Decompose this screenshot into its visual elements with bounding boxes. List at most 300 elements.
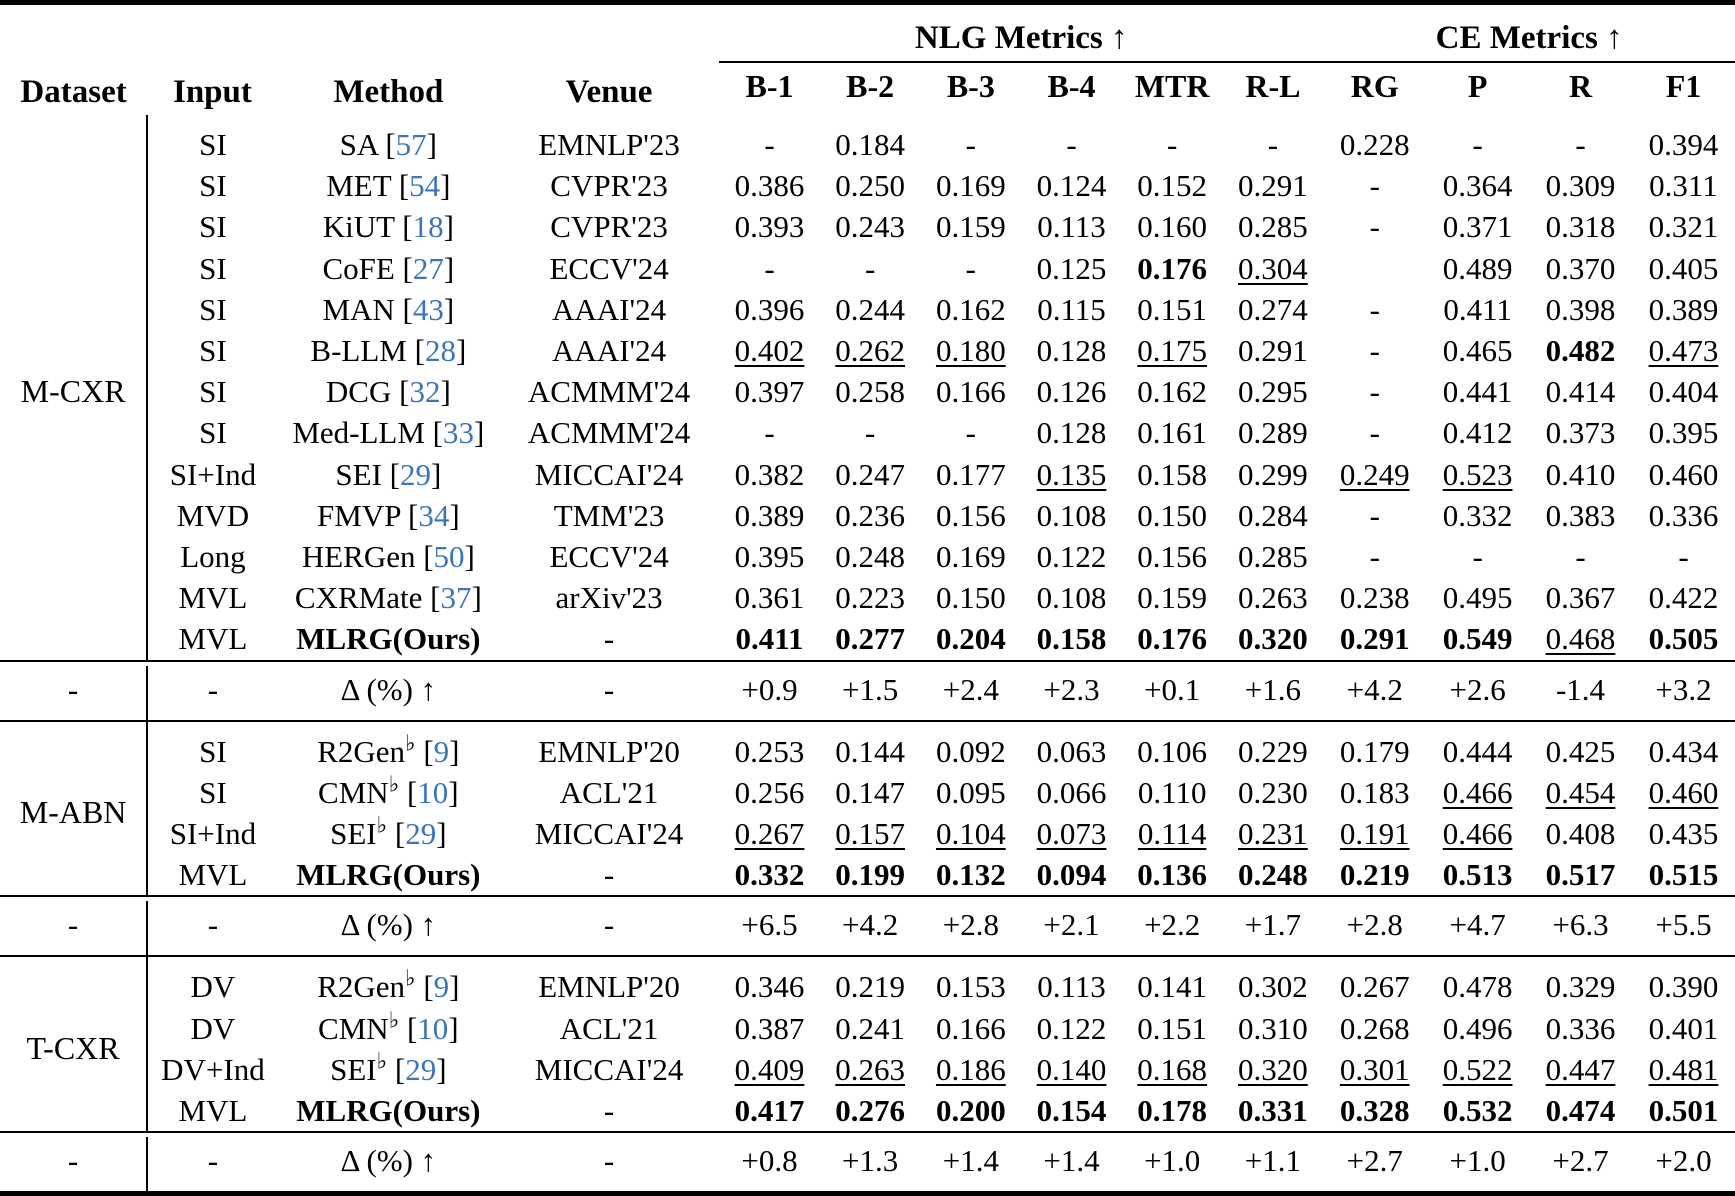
cell-metric: 0.371 — [1442, 209, 1513, 245]
table-row — [0, 165, 1735, 206]
cell-metric: 0.122 — [1036, 1010, 1107, 1046]
flat-symbol: ♭ — [405, 966, 416, 992]
cell-delta-value: +1.4 — [1043, 1143, 1100, 1179]
cell-metric: 0.425 — [1545, 733, 1616, 769]
cell-input: DV — [147, 966, 278, 1007]
cell-method: CMN♭ [10] — [318, 771, 459, 810]
cell-delta-value: +4.7 — [1449, 907, 1506, 943]
cell-delta-value: +6.3 — [1552, 907, 1609, 943]
cell-method: R2Gen♭ [9] — [317, 730, 460, 769]
cell-method: MAN [43] — [322, 291, 455, 327]
cell-metric: 0.159 — [1137, 580, 1208, 616]
cell-metric: 0.179 — [1339, 733, 1410, 769]
cell-metric: 0.382 — [734, 456, 805, 492]
citation-link[interactable]: 57 — [395, 127, 427, 162]
cell-metric: 0.277 — [835, 621, 906, 657]
cell-metric: 0.122 — [1036, 539, 1107, 575]
cell-input: Long — [147, 536, 278, 577]
citation-link[interactable]: 34 — [418, 497, 450, 533]
cell-metric: - — [1369, 374, 1380, 410]
cell-input: SI — [147, 206, 278, 247]
citation-link[interactable]: 32 — [409, 374, 441, 410]
cell-metric: 0.320 — [1238, 621, 1308, 657]
cell-delta-value: +6.5 — [741, 907, 798, 943]
cell-delta-value: +1.0 — [1449, 1143, 1506, 1179]
cell-metric: 0.166 — [935, 1010, 1006, 1046]
header-group-nlg: NLG Metrics ↑ — [719, 3, 1323, 63]
cell-method: MLRG(Ours) — [296, 857, 481, 893]
row-spacer — [0, 115, 1735, 124]
cell-input-dash: - — [147, 1137, 278, 1185]
cell-metric: 0.125 — [1036, 250, 1107, 286]
cell-method: CXRMate [37] — [294, 580, 482, 616]
cell-metric: 0.156 — [1137, 539, 1208, 575]
cell-metric: 0.238 — [1339, 580, 1410, 616]
cell-metric: 0.115 — [1037, 291, 1106, 327]
cell-metric: 0.412 — [1442, 415, 1513, 451]
cell-metric: 0.186 — [935, 1051, 1006, 1087]
cell-delta-value: +1.0 — [1144, 1143, 1201, 1179]
cell-metric: - — [865, 415, 876, 451]
cell-method: FMVP [34] — [317, 497, 460, 533]
cell-metric: 0.395 — [734, 539, 805, 575]
cell-metric: 0.095 — [935, 774, 1006, 810]
cell-metric: 0.236 — [835, 497, 906, 533]
cell-metric: 0.291 — [1339, 621, 1410, 657]
dataset-label: M-CXR — [20, 373, 126, 410]
cell-metric: 0.153 — [935, 969, 1006, 1005]
cell-metric: 0.161 — [1137, 415, 1208, 451]
cell-metric: 0.398 — [1545, 291, 1616, 327]
cell-venue: MICCAI'24 — [534, 1051, 684, 1087]
citation-link[interactable]: 9 — [433, 969, 450, 1005]
cell-metric: - — [1369, 209, 1380, 245]
cell-venue: ECCV'24 — [549, 250, 669, 286]
cell-method: Med-LLM [33] — [292, 415, 485, 451]
cell-venue: CVPR'23 — [550, 168, 668, 204]
cell-delta-value: +1.5 — [842, 671, 899, 707]
cell-metric: 0.309 — [1545, 168, 1616, 204]
cell-metric: 0.151 — [1137, 1010, 1208, 1046]
header-input: Input — [172, 74, 252, 110]
cell-input: SI+Ind — [147, 813, 278, 854]
cell-metric: 0.386 — [734, 168, 805, 204]
cell-input: SI — [147, 289, 278, 330]
table-row — [0, 772, 1735, 813]
cell-metric: 0.219 — [835, 969, 906, 1005]
cell-dataset-dash: - — [67, 671, 79, 707]
table-row — [0, 206, 1735, 247]
cell-metric: 0.295 — [1238, 374, 1308, 410]
dataset-label: T-CXR — [26, 1030, 120, 1067]
cell-metric: 0.066 — [1036, 774, 1107, 810]
cell-metric: 0.389 — [734, 497, 805, 533]
cell-metric: - — [965, 415, 976, 451]
cell-venue: - — [603, 1093, 615, 1129]
cell-metric: 0.311 — [1649, 168, 1718, 204]
citation-link[interactable]: 29 — [405, 816, 437, 852]
citation-link[interactable]: 54 — [409, 168, 441, 204]
cell-delta-value: +1.4 — [942, 1143, 999, 1179]
cell-venue: TMM'23 — [553, 497, 665, 533]
row-spacer — [0, 1185, 1735, 1194]
flat-symbol: ♭ — [376, 812, 388, 838]
cell-metric: 0.501 — [1648, 1093, 1719, 1129]
cell-delta-value: +0.9 — [741, 671, 798, 707]
header-metric-b2: B-2 — [846, 67, 895, 104]
cell-method: DCG [32] — [325, 374, 451, 410]
cell-metric: 0.466 — [1442, 774, 1513, 810]
cell-metric: 0.408 — [1545, 816, 1616, 852]
cell-metric: 0.336 — [1648, 497, 1719, 533]
header-dataset: Dataset — [20, 74, 127, 110]
cell-metric: 0.160 — [1137, 209, 1208, 245]
header-method: Method — [333, 74, 444, 110]
cell-metric: - — [1369, 497, 1380, 533]
cell-metric: - — [1678, 539, 1689, 575]
cell-input: DV+Ind — [147, 1049, 278, 1090]
cell-metric: - — [1267, 127, 1279, 162]
table-row — [0, 289, 1735, 330]
cell-metric: 0.183 — [1339, 774, 1410, 810]
cell-venue: AAAI'24 — [552, 333, 667, 369]
cell-metric: - — [865, 250, 876, 286]
cell-delta-value: +0.1 — [1144, 671, 1201, 707]
cell-venue: EMNLP'23 — [538, 127, 680, 162]
cell-venue: AAAI'24 — [552, 291, 667, 327]
cell-metric: 0.331 — [1238, 1093, 1308, 1129]
cell-input: SI — [147, 165, 278, 206]
cell-metric: - — [1575, 539, 1586, 575]
cell-metric: 0.263 — [835, 1051, 906, 1087]
cell-metric: - — [1369, 415, 1380, 451]
citation-link[interactable]: 29 — [399, 456, 431, 492]
table-row — [0, 577, 1735, 618]
cell-metric: 0.248 — [1238, 857, 1308, 893]
cell-metric: 0.253 — [734, 733, 805, 769]
citation-link[interactable]: 10 — [417, 1010, 449, 1046]
cell-metric: 0.178 — [1137, 1093, 1208, 1129]
cell-metric: 0.150 — [935, 580, 1006, 616]
cell-metric: - — [1472, 539, 1483, 575]
cell-metric: 0.200 — [935, 1093, 1006, 1129]
cell-metric: 0.435 — [1648, 816, 1719, 852]
cell-metric: 0.128 — [1036, 415, 1107, 451]
cell-delta-value: +5.5 — [1655, 907, 1712, 943]
cell-metric: - — [1472, 127, 1483, 162]
cell-method: CMN♭ [10] — [318, 1007, 459, 1046]
cell-metric: 0.108 — [1036, 580, 1107, 616]
cell-metric: 0.361 — [734, 580, 805, 616]
header-group-ce: CE Metrics ↑ — [1323, 3, 1735, 63]
cell-metric: 0.132 — [935, 857, 1006, 893]
delta-row — [0, 1137, 1735, 1185]
cell-method: SEI [29] — [335, 456, 442, 492]
cell-metric: 0.466 — [1442, 816, 1513, 852]
table-row — [0, 330, 1735, 371]
cell-venue: - — [603, 857, 615, 893]
cell-metric: 0.389 — [1648, 291, 1719, 327]
cell-metric: 0.169 — [935, 168, 1006, 204]
header-metric-b3: B-3 — [946, 67, 995, 104]
cell-metric: 0.291 — [1238, 168, 1308, 204]
cell-metric: 0.152 — [1137, 168, 1208, 204]
cell-metric: 0.184 — [835, 127, 906, 162]
cell-input-dash: - — [147, 901, 278, 949]
cell-metric: 0.135 — [1036, 456, 1107, 492]
cell-metric: 0.401 — [1648, 1010, 1719, 1046]
header-metric-b4: B-4 — [1047, 67, 1096, 104]
cell-metric: 0.219 — [1339, 857, 1410, 893]
cell-metric: 0.523 — [1442, 456, 1513, 492]
cell-metric: - — [1369, 168, 1380, 204]
cell-metric: 0.321 — [1648, 209, 1719, 245]
cell-metric: 0.495 — [1442, 580, 1513, 616]
cell-metric: 0.320 — [1238, 1051, 1308, 1087]
cell-venue: ACL'21 — [559, 774, 659, 810]
cell-metric: 0.393 — [734, 209, 805, 245]
cell-metric: 0.140 — [1036, 1051, 1107, 1087]
table-row — [0, 412, 1735, 453]
cell-metric: 0.310 — [1238, 1010, 1308, 1046]
cell-metric: 0.244 — [835, 291, 906, 327]
cell-input: SI — [147, 731, 278, 772]
cell-metric: 0.128 — [1036, 333, 1107, 369]
cell-delta-label: Δ (%) ↑ — [340, 671, 437, 707]
cell-metric: 0.168 — [1137, 1051, 1208, 1087]
table-row — [0, 1049, 1735, 1090]
citation-link[interactable]: 29 — [405, 1051, 437, 1087]
table-row — [0, 495, 1735, 536]
cell-metric: - — [764, 415, 775, 451]
cell-delta-label: Δ (%) ↑ — [340, 907, 437, 943]
cell-dataset-dash: - — [67, 907, 79, 943]
citation-link[interactable]: 37 — [440, 580, 472, 616]
cell-metric: 0.478 — [1442, 969, 1513, 1005]
cell-method: MLRG(Ours) — [296, 621, 481, 657]
cell-metric: 0.318 — [1545, 209, 1616, 245]
cell-metric: 0.383 — [1545, 497, 1616, 533]
cell-metric: 0.144 — [835, 733, 906, 769]
cell-method: MET [54] — [326, 168, 451, 204]
cell-method: HERGen [50] — [301, 539, 475, 575]
cell-metric: 0.522 — [1442, 1051, 1513, 1087]
cell-metric: - — [764, 250, 775, 286]
cell-metric: 0.496 — [1442, 1010, 1513, 1046]
citation-link[interactable]: 28 — [424, 333, 456, 369]
cell-metric: 0.447 — [1545, 1051, 1616, 1087]
table-row — [0, 248, 1735, 289]
cell-metric: 0.229 — [1238, 733, 1308, 769]
cell-venue-dash: - — [603, 1143, 615, 1179]
cell-metric: 0.513 — [1442, 857, 1513, 893]
cell-method: MLRG(Ours) — [296, 1093, 481, 1129]
table-row — [0, 536, 1735, 577]
cell-metric: 0.474 — [1545, 1093, 1616, 1129]
cell-metric: 0.177 — [935, 456, 1006, 492]
cell-metric: 0.482 — [1545, 333, 1616, 369]
cell-metric: 0.073 — [1036, 816, 1107, 852]
cell-input: SI — [147, 124, 278, 165]
cell-metric: 0.243 — [835, 209, 906, 245]
cell-input: MVL — [147, 577, 278, 618]
cell-metric: 0.465 — [1442, 333, 1513, 369]
cell-metric: 0.460 — [1648, 456, 1719, 492]
cell-metric: 0.258 — [835, 374, 906, 410]
citation-link[interactable]: 10 — [417, 774, 449, 810]
cell-metric: 0.301 — [1339, 1051, 1410, 1087]
cell-input: SI — [147, 330, 278, 371]
cell-venue: CVPR'23 — [550, 209, 668, 245]
cell-input: DV — [147, 1008, 278, 1049]
header-metric-mtr: MTR — [1134, 67, 1210, 104]
cell-delta-value: +2.1 — [1043, 907, 1100, 943]
cell-metric: 0.169 — [935, 539, 1006, 575]
cell-delta-value: -1.4 — [1555, 671, 1606, 707]
cell-delta-value: +2.8 — [942, 907, 999, 943]
cell-metric: 0.346 — [734, 969, 805, 1005]
cell-delta-value: +2.4 — [942, 671, 999, 707]
cell-metric: 0.332 — [734, 857, 805, 893]
dataset-label: M-ABN — [19, 794, 127, 831]
table-row — [0, 731, 1735, 772]
cell-metric: 0.267 — [734, 816, 805, 852]
cell-metric: 0.094 — [1036, 857, 1107, 893]
cell-metric: 0.157 — [835, 816, 906, 852]
cell-metric: 0.256 — [734, 774, 805, 810]
cell-metric: - — [965, 127, 976, 162]
cell-input: SI — [147, 371, 278, 412]
cell-metric: 0.176 — [1137, 621, 1208, 657]
cell-method: KiUT [18] — [322, 209, 454, 245]
row-spacer — [0, 714, 1735, 721]
cell-metric: 0.409 — [734, 1051, 805, 1087]
cell-venue: ACL'21 — [559, 1010, 659, 1046]
cell-dataset-dash: - — [67, 1143, 79, 1179]
cell-metric: 0.231 — [1238, 816, 1308, 852]
cell-metric: - — [1066, 127, 1077, 162]
cell-metric: 0.204 — [935, 621, 1006, 657]
cell-metric: 0.422 — [1648, 580, 1719, 616]
citation-link[interactable]: 43 — [412, 291, 444, 327]
citation-link[interactable]: 18 — [412, 209, 444, 245]
cell-metric: 0.291 — [1238, 333, 1308, 369]
header-group-row — [0, 3, 1735, 63]
cell-delta-value: +2.6 — [1449, 671, 1506, 707]
cell-metric: 0.126 — [1036, 374, 1107, 410]
cell-metric: 0.147 — [835, 774, 906, 810]
cell-metric: 0.454 — [1545, 774, 1616, 810]
cell-venue: ACMMM'24 — [527, 415, 691, 451]
cell-metric: 0.199 — [835, 857, 906, 893]
cell-metric: 0.274 — [1238, 291, 1308, 327]
cell-metric: 0.276 — [835, 1093, 906, 1129]
row-spacer — [0, 722, 1735, 731]
cell-metric: - — [764, 127, 775, 162]
cell-method: CoFE [27] — [322, 250, 455, 286]
cell-delta-value: +2.2 — [1144, 907, 1201, 943]
citation-link[interactable]: 27 — [412, 250, 444, 286]
cell-venue: ACMMM'24 — [527, 374, 691, 410]
cell-metric: 0.159 — [935, 209, 1006, 245]
cell-metric: 0.395 — [1648, 415, 1719, 451]
table-row — [0, 813, 1735, 854]
cell-metric: 0.092 — [935, 733, 1006, 769]
table-row — [0, 454, 1735, 495]
cell-delta-value: +1.3 — [842, 1143, 899, 1179]
citation-link[interactable]: 33 — [443, 415, 474, 451]
cell-metric: 0.166 — [935, 374, 1006, 410]
cell-metric: - — [965, 250, 976, 286]
cell-metric: 0.411 — [735, 621, 804, 657]
cell-metric: 0.247 — [835, 456, 906, 492]
cell-metric: 0.410 — [1545, 456, 1616, 492]
cell-metric: 0.263 — [1238, 580, 1308, 616]
table-row — [0, 618, 1735, 660]
cell-venue: EMNLP'20 — [538, 969, 680, 1005]
cell-metric: 0.230 — [1238, 774, 1308, 810]
citation-link[interactable]: 9 — [433, 733, 450, 769]
cell-metric: - — [1167, 127, 1178, 162]
cell-metric: 0.150 — [1137, 497, 1208, 533]
cell-metric: 0.302 — [1238, 969, 1308, 1005]
cell-metric: 0.285 — [1238, 209, 1308, 245]
cell-metric: 0.364 — [1442, 168, 1513, 204]
cell-delta-label: Δ (%) ↑ — [340, 1143, 437, 1179]
cell-metric: - — [1575, 127, 1586, 162]
cell-metric: 0.136 — [1137, 857, 1208, 893]
cell-metric: 0.289 — [1238, 415, 1308, 451]
cell-metric: 0.180 — [935, 333, 1006, 369]
header-metric-f1: F1 — [1665, 67, 1702, 104]
cell-method: SEI♭ [29] — [330, 812, 447, 852]
header-metric-r: R — [1568, 67, 1593, 104]
cell-metric: 0.248 — [835, 539, 906, 575]
cell-input: SI — [147, 412, 278, 453]
citation-link[interactable]: 50 — [433, 539, 465, 575]
flat-symbol: ♭ — [388, 771, 400, 797]
cell-venue: ECCV'24 — [549, 539, 669, 575]
cell-metric: 0.441 — [1442, 374, 1513, 410]
cell-metric: 0.113 — [1037, 209, 1106, 245]
cell-delta-value: +4.2 — [842, 907, 899, 943]
cell-metric: 0.515 — [1648, 857, 1719, 893]
cell-metric: 0.370 — [1545, 250, 1616, 286]
cell-metric: - — [1369, 539, 1380, 575]
cell-metric: 0.114 — [1137, 816, 1207, 852]
cell-metric: 0.411 — [1443, 291, 1512, 327]
cell-metric: 0.191 — [1339, 816, 1410, 852]
cell-metric: 0.249 — [1339, 456, 1410, 492]
cell-method: SA [57] — [339, 127, 437, 162]
cell-delta-value: +2.3 — [1043, 671, 1100, 707]
cell-metric: - — [1369, 333, 1380, 369]
cell-delta-value: +0.8 — [741, 1143, 798, 1179]
cell-metric: 0.113 — [1037, 969, 1106, 1005]
cell-metric: 0.414 — [1545, 374, 1616, 410]
cell-delta-value: +2.7 — [1346, 1143, 1403, 1179]
cell-metric: 0.367 — [1545, 580, 1616, 616]
cell-metric: 0.434 — [1648, 733, 1719, 769]
delta-row — [0, 666, 1735, 714]
cell-venue-dash: - — [603, 671, 615, 707]
cell-metric: 0.373 — [1545, 415, 1616, 451]
cell-metric: 0.390 — [1648, 969, 1719, 1005]
cell-venue-dash: - — [603, 907, 615, 943]
cell-metric: 0.158 — [1036, 621, 1107, 657]
table-row — [0, 371, 1735, 412]
cell-metric: 0.468 — [1545, 621, 1616, 657]
